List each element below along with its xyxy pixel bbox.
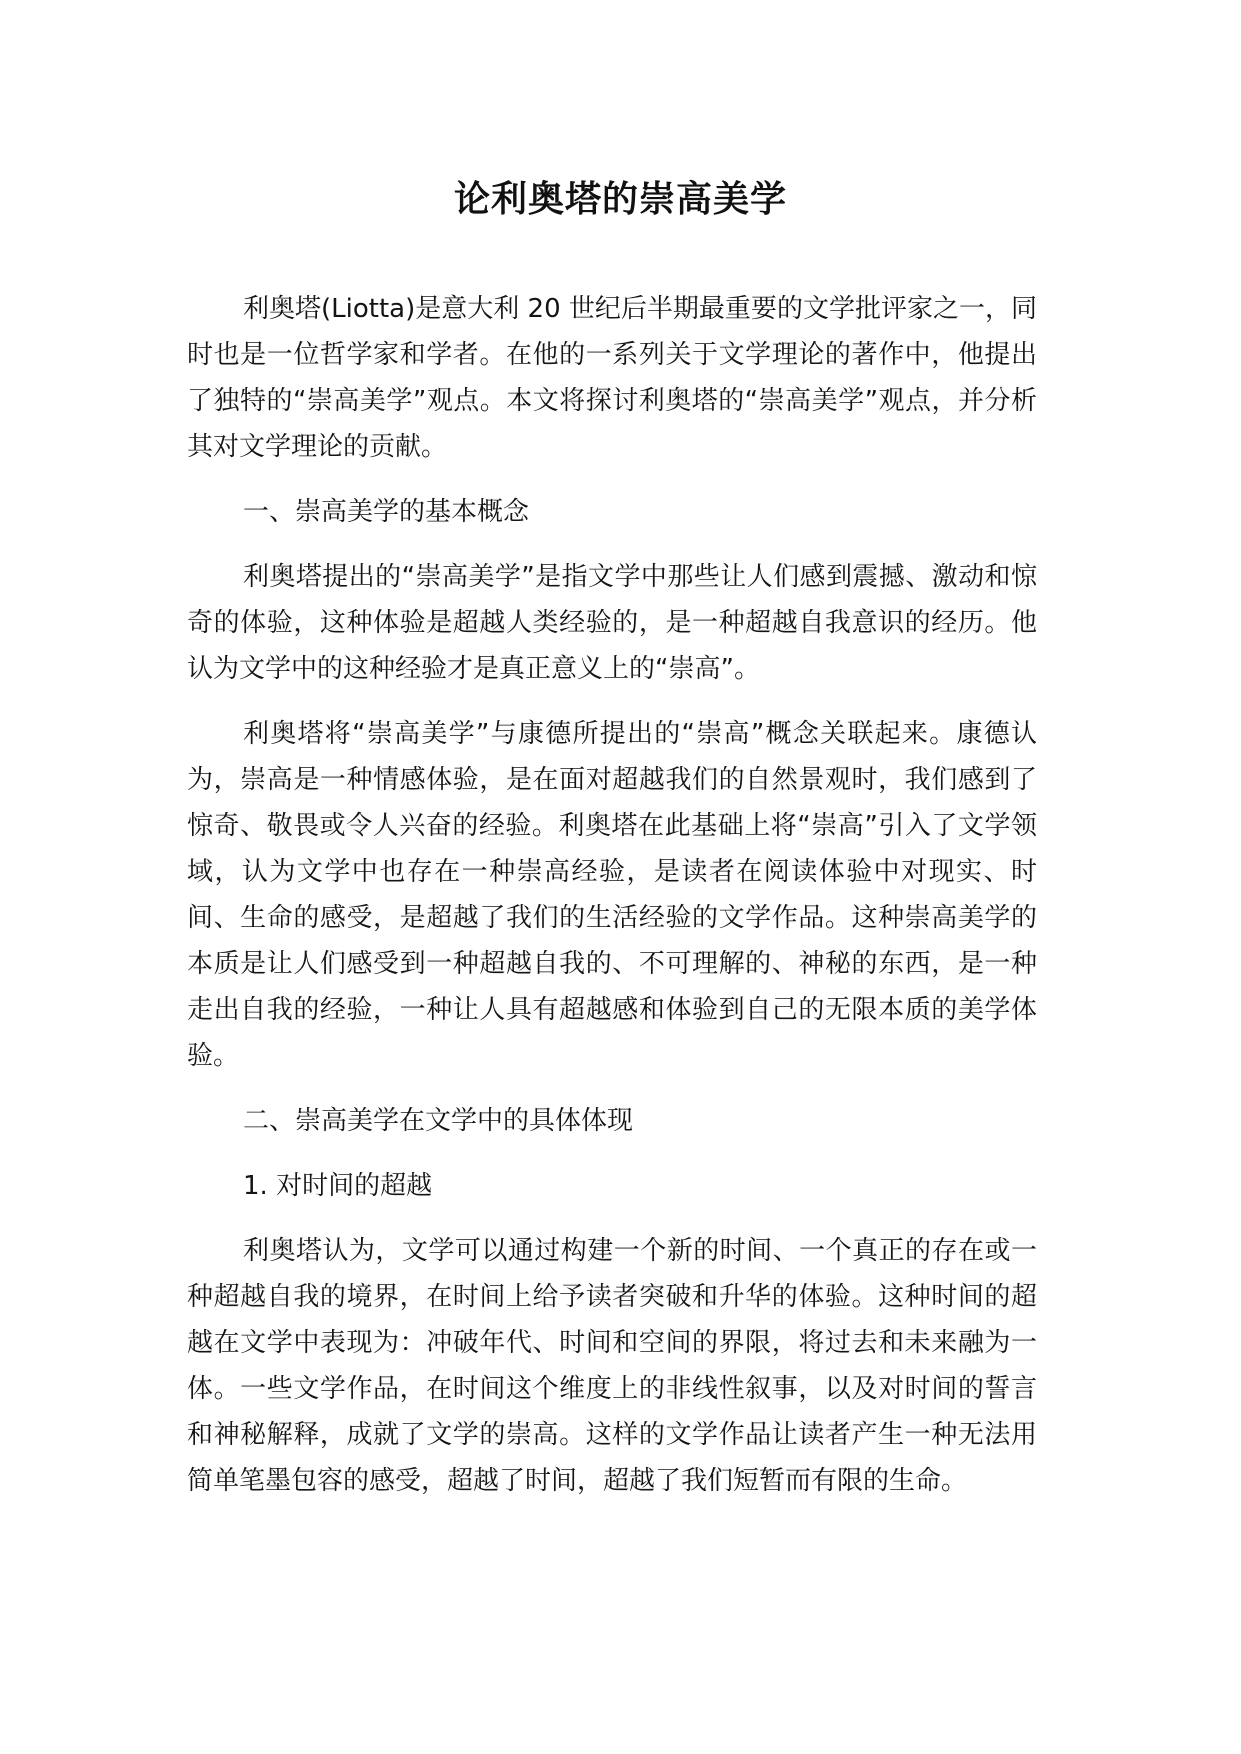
document-title: 论利奥塔的崇高美学 (453, 179, 787, 220)
body-paragraph: 利奥塔将“崇高美学”与康德所提出的“崇高”概念关联起来。康德认为，崇高是一种情感体验，是在面对超越我们的自然景观时，我们感到了惊奇、敬畏或令人兴奋的经验。利奥塔在此基础上将“崇高”引入了文学领域，认为文学中也存在一种崇高经验，是读者在阅读体验中对现实、时间、生命的感受，是超越了我们的生活经验的文学作品。这种崇高美学的本质是让人们感受到一种超越自我的、不可理解的、神秘的东西，是一种走出自我的经验，一种让人具有超越感和体验到自己的无限本质的美学体验。 (187, 719, 1037, 1071)
section-heading-2: 二、崇高美学在文学中的具体体现 (243, 1106, 634, 1136)
section-heading-1: 一、崇高美学的基本概念 (243, 497, 530, 527)
intro-paragraph: 利奥塔(Liotta)是意大利 20 世纪后半期最重要的文学批评家之一，同时也是一位哲学家和学者。在他的一系列关于文学理论的著作中，他提出了独特的“崇高美学”观点。本文将探讨利奥塔的“崇高美学”观点，并分析其对文学理论的贡献。 (187, 294, 1037, 462)
subsection-heading-1: 1. 对时间的超越 (243, 1171, 433, 1201)
document-body (187, 286, 1037, 1504)
body-paragraph: 利奥塔提出的“崇高美学”是指文学中那些让人们感到震撼、激动和惊奇的体验，这种体验是超越人类经验的，是一种超越自我意识的经历。他认为文学中的这种经验才是真正意义上的“崇高”。 (187, 562, 1037, 684)
body-paragraph: 利奥塔认为，文学可以通过构建一个新的时间、一个真正的存在或一种超越自我的境界，在时间上给予读者突破和升华的体验。这种时间的超越在文学中表现为：冲破年代、时间和空间的界限，将过去和未来融为一体。一些文学作品，在时间这个维度上的非线性叙事，以及对时间的誓言和神秘解释，成就了文学的崇高。这样的文学作品让读者产生一种无法用简单笔墨包容的感受，超越了时间，超越了我们短暂而有限的生命。 (187, 1236, 1037, 1496)
